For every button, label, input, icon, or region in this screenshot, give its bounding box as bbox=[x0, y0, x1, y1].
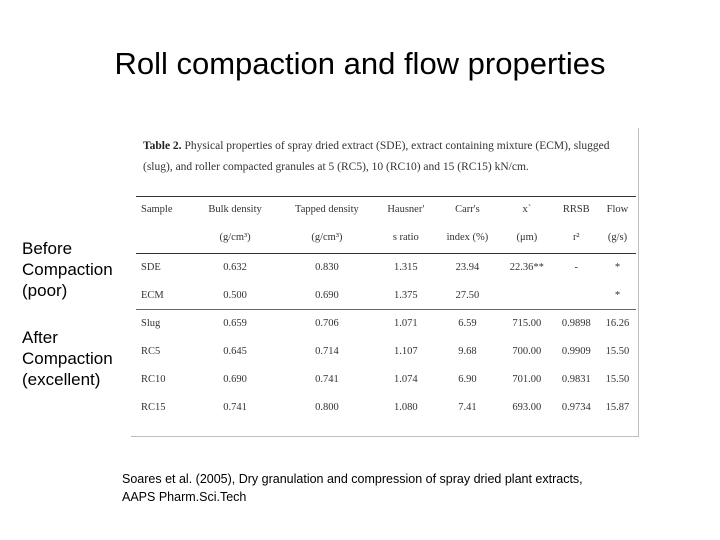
table-cell: Slug bbox=[136, 310, 193, 338]
table-cell: 0.690 bbox=[223, 374, 247, 385]
column-header: Bulk density bbox=[193, 197, 277, 223]
table-cell: RC10 bbox=[141, 374, 166, 385]
column-unit: (g/cm³) bbox=[193, 222, 277, 254]
reference-citation: Soares et al. (2005), Dry granulation and compression of spray dried plant extracts, AAPS Pharm.Sci.Tech bbox=[122, 472, 583, 504]
table-cell: 0.741 bbox=[315, 374, 339, 385]
table-cell: 0.714 bbox=[315, 346, 339, 357]
table-header-row bbox=[136, 197, 636, 223]
table-cell: 1.074 bbox=[393, 374, 418, 385]
table-cell: 0.9831 bbox=[561, 374, 591, 385]
slide-title: Roll compaction and flow properties bbox=[114, 46, 606, 81]
table-cell: 1.375 bbox=[393, 289, 418, 301]
table-cell: 0.659 bbox=[193, 310, 277, 338]
table-row bbox=[136, 254, 636, 282]
table-cell: ECM bbox=[141, 289, 164, 301]
table-cell: 0.706 bbox=[277, 310, 377, 338]
column-unit: (g/s) bbox=[599, 222, 636, 254]
table-cell: * bbox=[614, 289, 621, 301]
table-cell: * bbox=[614, 262, 621, 274]
table-cell: 701.00 bbox=[512, 374, 542, 385]
properties-table bbox=[136, 196, 636, 422]
table-cell: 0.632 bbox=[223, 262, 247, 274]
table-row bbox=[136, 366, 636, 394]
column-header: Hausner' bbox=[377, 197, 435, 223]
label-line: Compaction bbox=[22, 349, 113, 368]
column-header: x` bbox=[500, 197, 554, 223]
table-cell: 0.9898 bbox=[554, 310, 599, 338]
table-caption-prefix: Table 2. bbox=[143, 140, 182, 152]
column-unit bbox=[136, 222, 193, 254]
table-cell: RC5 bbox=[141, 346, 161, 357]
table-cell: 15.50 bbox=[605, 346, 630, 357]
after-compaction-label bbox=[22, 327, 113, 390]
table-cell: 693.00 bbox=[512, 402, 542, 413]
table-caption bbox=[143, 136, 633, 178]
label-line: Compaction bbox=[22, 260, 113, 279]
table-cell: 22.36** bbox=[509, 262, 544, 274]
table-cell: 1.080 bbox=[393, 402, 418, 413]
column-header: Flow bbox=[599, 197, 636, 223]
column-header: Tapped density bbox=[277, 197, 377, 223]
table-cell: 9.68 bbox=[458, 346, 477, 357]
label-line: After bbox=[22, 328, 58, 347]
table-cell: 0.741 bbox=[223, 402, 247, 413]
column-unit: r² bbox=[554, 222, 599, 254]
table-cell: 715.00 bbox=[500, 310, 554, 338]
column-unit: s ratio bbox=[377, 222, 435, 254]
table-row bbox=[136, 282, 636, 310]
table-cell: 0.500 bbox=[223, 289, 247, 301]
table-cell: 16.26 bbox=[599, 310, 636, 338]
table-cell: 15.50 bbox=[605, 374, 630, 385]
table-cell: 1.071 bbox=[377, 310, 435, 338]
column-unit: (μm) bbox=[500, 222, 554, 254]
table-caption-text: Physical properties of spray dried extract (SDE), extract containing mixture (ECM), slugged (slug), and roller compacted granules at 5 (RC5), 10 (RC10) and 15 (RC15) kN/cm. bbox=[143, 140, 610, 173]
table-row bbox=[136, 338, 636, 366]
before-compaction-label bbox=[22, 238, 113, 301]
table-cell: 0.9734 bbox=[561, 402, 591, 413]
table-cell: 15.87 bbox=[605, 402, 630, 413]
table-cell: RC15 bbox=[141, 402, 166, 413]
table-cell: SDE bbox=[141, 262, 161, 274]
label-line: (excellent) bbox=[22, 370, 101, 389]
column-header: RRSB bbox=[554, 197, 599, 223]
table-cell: 0.690 bbox=[315, 289, 339, 301]
table-cell: 0.830 bbox=[315, 262, 339, 274]
table-cell: 27.50 bbox=[455, 289, 480, 301]
table-cell: 0.9909 bbox=[561, 346, 591, 357]
table-row bbox=[136, 310, 636, 338]
table-cell bbox=[500, 282, 554, 310]
column-unit: index (%) bbox=[435, 222, 500, 254]
table-row bbox=[136, 394, 636, 422]
column-header: Sample bbox=[136, 197, 193, 223]
column-header: Carr's bbox=[435, 197, 500, 223]
table-cell bbox=[554, 282, 599, 310]
table-cell: 6.59 bbox=[435, 310, 500, 338]
table-units-row bbox=[136, 222, 636, 254]
label-line: (poor) bbox=[22, 281, 68, 300]
table-cell: 0.645 bbox=[223, 346, 247, 357]
table-figure bbox=[131, 128, 639, 437]
table-cell: 1.315 bbox=[393, 262, 418, 274]
table-cell: 7.41 bbox=[458, 402, 477, 413]
table-cell: 23.94 bbox=[455, 262, 480, 274]
column-unit: (g/cm³) bbox=[277, 222, 377, 254]
table-cell: 700.00 bbox=[512, 346, 542, 357]
table-cell: 0.800 bbox=[315, 402, 339, 413]
table-cell: - bbox=[574, 262, 579, 274]
table-cell: 6.90 bbox=[458, 374, 477, 385]
label-line: Before bbox=[22, 239, 73, 258]
table-cell: 1.107 bbox=[393, 346, 418, 357]
